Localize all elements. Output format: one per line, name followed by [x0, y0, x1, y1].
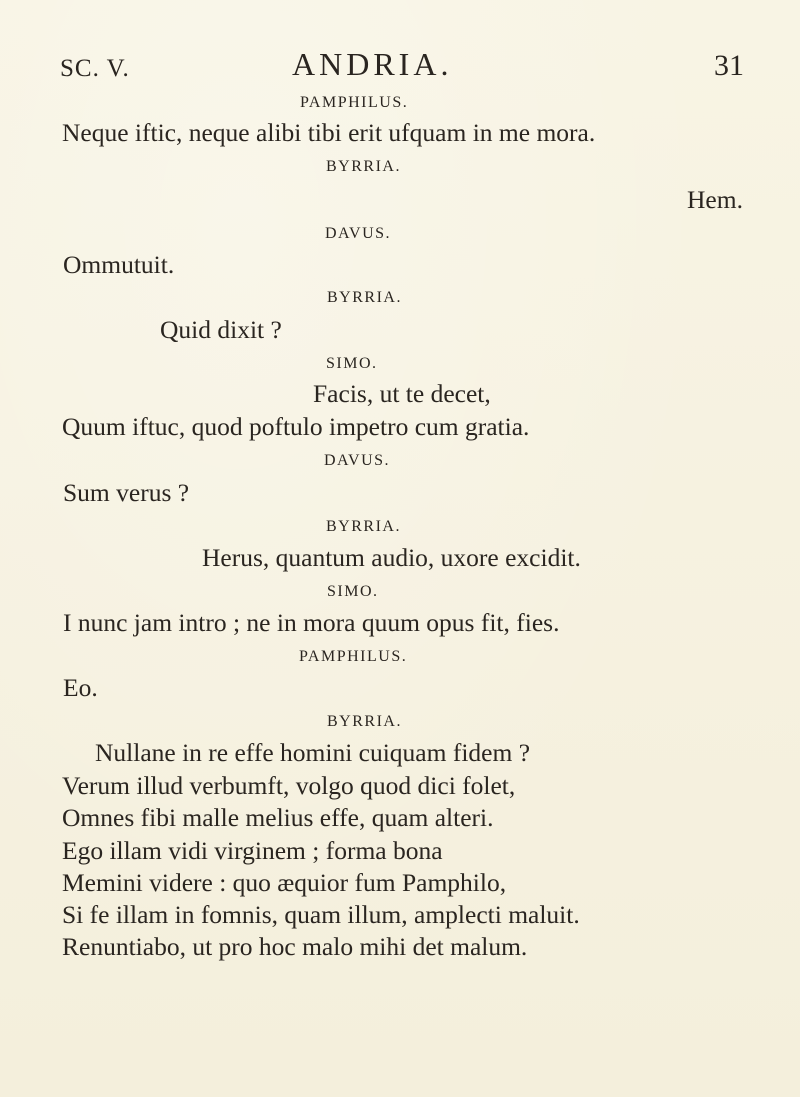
verse-line: I nunc jam intro ; ne in mora quum opus fit, fies. [63, 608, 560, 637]
speaker-label: PAMPHILUS. [299, 648, 408, 665]
verse-line: Memini videre : quo æquior fum Pamphilo, [62, 868, 507, 897]
verse-line: Eo. [63, 673, 98, 702]
verse-line: Verum illud verbumft, volgo quod dici folet, [62, 771, 516, 800]
verse-line: Renuntiabo, ut pro hoc malo mihi det malum. [62, 932, 528, 961]
verse-line: Nullane in re effe homini cuiquam fidem ? [95, 738, 531, 767]
verse-line: Ommutuit. [63, 250, 175, 279]
verse-line: Neque iftic, neque alibi tibi erit ufquam in me mora. [62, 118, 596, 147]
speaker-label: BYRRIA. [327, 713, 402, 730]
verse-line: Ego illam vidi virginem ; forma bona [62, 836, 443, 865]
speaker-label: BYRRIA. [327, 289, 402, 306]
speaker-label: SIMO. [327, 583, 379, 600]
speaker-label: DAVUS. [324, 452, 391, 469]
speaker-label: SIMO. [326, 355, 378, 372]
page-number: 31 [714, 49, 744, 82]
verse-line: Hem. [687, 185, 743, 214]
speaker-label: PAMPHILUS. [300, 94, 409, 111]
running-head-scene: SC. V. [60, 55, 130, 82]
speaker-label: BYRRIA. [326, 518, 401, 535]
verse-line: Quid dixit ? [160, 315, 282, 344]
speaker-label: BYRRIA. [326, 158, 401, 175]
verse-line: Facis, ut te decet, [313, 379, 491, 408]
verse-line: Omnes fibi malle melius effe, quam alteri. [62, 803, 494, 832]
verse-line: Herus, quantum audio, uxore excidit. [202, 543, 581, 572]
verse-line: Si fe illam in fomnis, quam illum, amplecti maluit. [62, 900, 580, 929]
running-head-title: ANDRIA. [292, 46, 453, 82]
speaker-label: DAVUS. [325, 225, 392, 242]
verse-line: Sum verus ? [63, 478, 190, 507]
verse-line: Quum iftuc, quod poftulo impetro cum gratia. [62, 412, 530, 441]
